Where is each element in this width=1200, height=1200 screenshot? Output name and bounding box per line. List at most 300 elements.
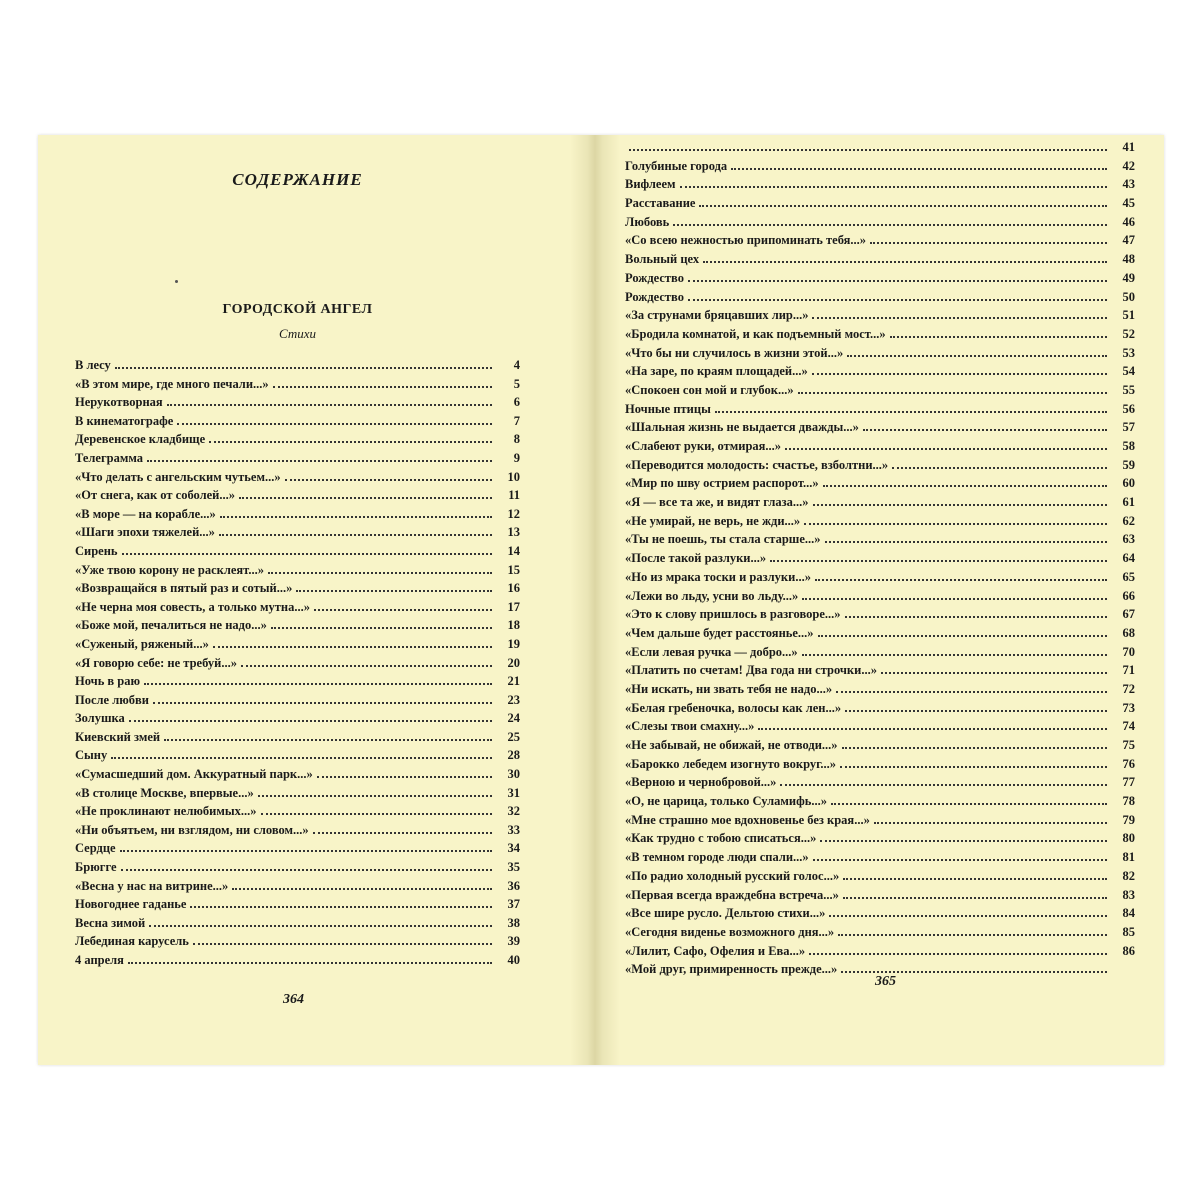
- toc-entry: [625, 869, 1135, 888]
- toc-entry: [75, 637, 520, 656]
- toc-leader-dots: [812, 317, 1107, 319]
- toc-entry-page: 15: [507, 562, 520, 577]
- toc-leader-dots: [115, 367, 492, 369]
- toc-leader-dots: [813, 859, 1107, 861]
- toc-entry-page: 66: [1122, 588, 1135, 603]
- toc-leader-dots: [715, 411, 1107, 413]
- toc-leader-dots: [699, 205, 1107, 207]
- toc-entry: [75, 470, 520, 489]
- toc-entry-title: «Барокко лебедем изогнуто вокруг...»: [625, 756, 837, 771]
- toc-entry-page: 17: [507, 599, 520, 614]
- toc-entry: [625, 813, 1135, 832]
- toc-entry-page: 31: [507, 785, 520, 800]
- toc-entry-page: 40: [507, 953, 520, 967]
- toc-entry-page: 60: [1122, 476, 1135, 491]
- toc-entry-page: 73: [1122, 700, 1135, 715]
- toc-leader-dots: [829, 915, 1107, 917]
- toc-entry-page: 55: [1122, 382, 1135, 397]
- toc-entry-title: «Шаги эпохи тяжелей...»: [75, 525, 215, 540]
- toc-entry-page: 24: [507, 711, 520, 726]
- toc-entry-page: 74: [1122, 719, 1135, 734]
- toc-entry-title: Телеграмма: [75, 450, 144, 465]
- toc-leader-dots: [842, 747, 1107, 749]
- toc-entry-page: 68: [1122, 625, 1135, 640]
- toc-leader-dots: [818, 635, 1107, 637]
- toc-leader-dots: [831, 803, 1107, 805]
- toc-leader-dots: [122, 553, 492, 555]
- toc-entry-title: «Не черна моя совесть, а только мутна...»: [75, 599, 310, 614]
- toc-entry-title: «Я говорю себе: не требуй...»: [75, 655, 237, 670]
- toc-entry: [75, 395, 520, 414]
- toc-entry: [75, 488, 520, 507]
- toc-entry-title: «Шальная жизнь не выдается дважды...»: [625, 420, 859, 435]
- toc-entry: [625, 458, 1135, 477]
- toc-leader-dots: [296, 590, 492, 592]
- toc-entry-page: 71: [1122, 663, 1135, 678]
- toc-entry: [625, 757, 1135, 776]
- toc-leader-dots: [209, 441, 492, 443]
- toc-leader-dots: [758, 728, 1107, 730]
- toc-entry-page: 83: [1122, 887, 1135, 902]
- toc-entry: [75, 507, 520, 526]
- toc-leader-dots: [193, 943, 492, 945]
- toc-leader-dots: [780, 784, 1107, 786]
- toc-entry: [75, 860, 520, 879]
- toc-entry: [75, 451, 520, 470]
- toc-leader-dots: [809, 953, 1107, 955]
- toc-entry: [625, 271, 1135, 290]
- toc-entry-title: «Боже мой, печалиться не надо...»: [75, 618, 267, 633]
- toc-entry-page: 36: [507, 878, 520, 893]
- toc-entry-title: Весна зимой: [75, 915, 146, 930]
- toc-entry-page: 56: [1122, 401, 1135, 416]
- toc-leader-dots: [120, 850, 492, 852]
- toc-entry: [625, 233, 1135, 252]
- toc-leader-dots: [798, 392, 1107, 394]
- toc-leader-dots: [273, 386, 492, 388]
- toc-leader-dots: [688, 299, 1107, 301]
- toc-leader-dots: [268, 572, 492, 574]
- toc-entry: [75, 432, 520, 451]
- toc-entry-page: 33: [507, 822, 520, 837]
- toc-entry: [625, 589, 1135, 608]
- toc-entry: [625, 159, 1135, 178]
- toc-entry-title: «Что бы ни случилось в жизни этой...»: [625, 345, 844, 360]
- toc-entry-page: 47: [1122, 233, 1135, 248]
- toc-leader-dots: [680, 186, 1107, 188]
- toc-entry: [75, 377, 520, 396]
- toc-leader-dots: [241, 665, 492, 667]
- toc-entry-page: 14: [507, 543, 520, 558]
- toc-entry: [625, 925, 1135, 944]
- toc-entry-page: 49: [1122, 270, 1135, 285]
- toc-leader-dots: [840, 766, 1107, 768]
- toc-entry-page: 75: [1122, 738, 1135, 752]
- toc-leader-dots: [845, 616, 1107, 618]
- toc-leader-dots: [820, 840, 1107, 842]
- toc-entry-title: «Если левая ручка — добро...»: [625, 644, 798, 659]
- toc-entry: [625, 495, 1135, 514]
- toc-leader-dots: [892, 467, 1107, 469]
- left-page: [75, 150, 520, 972]
- toc-leader-dots: [232, 888, 492, 890]
- toc-leader-dots: [804, 523, 1107, 525]
- toc-leader-dots: [147, 460, 492, 462]
- toc-entry-page: 54: [1122, 364, 1135, 379]
- toc-entry: [625, 831, 1135, 850]
- toc-entry-title: «Не проклинают нелюбимых...»: [75, 804, 257, 819]
- toc-entry: [75, 414, 520, 433]
- toc-leader-dots: [881, 672, 1107, 674]
- toc-entry-page: 6: [513, 395, 520, 410]
- toc-entry-title: «Слабеют руки, отмирая...»: [625, 439, 782, 453]
- toc-entry: [625, 850, 1135, 869]
- toc-entry-title: Голубиные города: [625, 158, 728, 173]
- toc-leader-dots: [220, 516, 492, 518]
- toc-entry: [625, 626, 1135, 645]
- toc-entry: [75, 841, 520, 860]
- toc-entry-page: 25: [507, 729, 520, 744]
- section-subtitle: Стихи: [278, 326, 316, 341]
- toc-entry: [75, 748, 520, 767]
- toc-entry-page: 52: [1122, 326, 1135, 341]
- toc-leader-dots: [261, 813, 493, 815]
- toc-leader-dots: [770, 560, 1107, 562]
- toc-entry-page: 32: [507, 804, 520, 819]
- toc-entry: [75, 581, 520, 600]
- toc-entry: [625, 252, 1135, 271]
- toc-entry: [625, 532, 1135, 551]
- toc-entry-title: «По радио холодный русский голос...»: [625, 868, 840, 883]
- right-page: [625, 140, 1135, 981]
- toc-entry-page: 46: [1122, 214, 1135, 229]
- toc-entry-title: «Весна у нас на витрине...»: [75, 878, 229, 893]
- toc-entry-page: 30: [507, 767, 520, 782]
- toc-entry-title: «Лилит, Сафо, Офелия и Ева...»: [625, 943, 806, 958]
- toc-leader-dots: [314, 609, 492, 611]
- toc-entry-page: 72: [1122, 681, 1135, 696]
- book-gutter: [570, 135, 620, 1065]
- toc-entry-title: «Мир по шву острием распорот...»: [625, 476, 819, 491]
- toc-entry-page: 62: [1122, 513, 1135, 528]
- toc-leader-dots: [815, 579, 1107, 581]
- toc-entry-page: 77: [1122, 775, 1135, 790]
- toc-entry: [75, 525, 520, 544]
- toc-entry-page: 11: [508, 488, 520, 503]
- toc-entry-page: 19: [507, 636, 520, 651]
- contents-heading: СОДЕРЖАНИЕ: [232, 170, 363, 189]
- toc-leader-dots: [285, 479, 492, 481]
- toc-entry-title: «На заре, по краям площадей...»: [625, 364, 808, 379]
- toc-entry: [625, 570, 1135, 589]
- toc-entry: [75, 804, 520, 823]
- toc-entry-title: Вольный цех: [625, 252, 700, 267]
- toc-entry-page: 84: [1122, 906, 1135, 921]
- toc-entry-title: Рождество: [625, 270, 684, 285]
- toc-entry-title: «Ты не поешь, ты стала старше...»: [625, 532, 821, 547]
- toc-entry-page: 13: [507, 525, 520, 540]
- toc-entry: [625, 906, 1135, 925]
- toc-entry-title: «Слезы твои смахну...»: [625, 719, 755, 734]
- toc-leader-dots: [843, 897, 1107, 899]
- toc-entry-title: «От снега, как от соболей...»: [75, 488, 236, 503]
- toc-leader-dots: [128, 962, 492, 964]
- toc-entry-page: 82: [1122, 868, 1135, 883]
- toc-leader-dots: [731, 168, 1107, 170]
- toc-leader-dots: [890, 336, 1107, 338]
- toc-entry-page: 34: [507, 841, 520, 856]
- toc-entry-title: «В темном городе люди спали...»: [625, 850, 809, 865]
- toc-entry-page: 38: [507, 915, 520, 930]
- toc-entry: [75, 823, 520, 842]
- toc-entry: [625, 402, 1135, 421]
- toc-entry: [625, 719, 1135, 738]
- toc-entry: [75, 711, 520, 730]
- toc-entry-title: «За струнами бряцавших лир...»: [625, 308, 809, 323]
- toc-leader-dots: [673, 224, 1107, 226]
- toc-entry-title: «Не забывай, не обижай, не отводи...»: [625, 738, 838, 752]
- toc-entry: [625, 140, 1135, 159]
- page-number-right: 365: [875, 974, 896, 989]
- toc-entry-page: 23: [507, 692, 520, 707]
- toc-entry-page: 70: [1122, 644, 1135, 659]
- toc-entry-title: Сирень: [75, 543, 118, 558]
- toc-entry-page: 78: [1122, 794, 1135, 809]
- toc-entry-page: 79: [1122, 812, 1135, 827]
- toc-entry-page: 8: [513, 432, 520, 447]
- toc-entry: [75, 916, 520, 935]
- toc-entry-title: После любви: [75, 692, 149, 707]
- toc-entry-title: «О, не царица, только Суламифь...»: [625, 794, 828, 809]
- toc-entry-title: Любовь: [625, 214, 670, 229]
- toc-leader-dots: [874, 822, 1107, 824]
- toc-entry-page: 50: [1122, 289, 1135, 304]
- toc-leader-dots: [129, 720, 492, 722]
- toc-entry-page: 28: [507, 748, 520, 763]
- toc-entry: [625, 290, 1135, 309]
- toc-entry-page: 63: [1122, 532, 1135, 547]
- toc-leader-dots: [836, 691, 1107, 693]
- toc-entry-title: «Что делать с ангельским чутьем...»: [75, 469, 281, 484]
- toc-entry: [75, 730, 520, 749]
- toc-entry: [625, 701, 1135, 720]
- toc-leader-dots: [219, 534, 492, 536]
- toc-entry-page: 41: [1122, 140, 1135, 154]
- toc-entry-title: В кинематографе: [75, 413, 174, 428]
- toc-entry-title: Киевский змей: [75, 729, 161, 744]
- toc-entry: [625, 738, 1135, 757]
- toc-entry-page: 86: [1122, 943, 1135, 958]
- toc-entry-page: 85: [1122, 924, 1135, 939]
- toc-entry-title: Лебединая карусель: [75, 934, 189, 949]
- toc-entry: [625, 364, 1135, 383]
- toc-entry: [75, 767, 520, 786]
- toc-entry-page: 61: [1122, 495, 1135, 510]
- toc-entry-title: «В этом мире, где много печали...»: [75, 376, 269, 391]
- toc-entry-title: «Спокоен сон мой и глубок...»: [625, 382, 794, 397]
- toc-entry: [625, 383, 1135, 402]
- toc-entry-page: 18: [507, 618, 520, 633]
- toc-entry: [75, 600, 520, 619]
- toc-entry: [75, 618, 520, 637]
- toc-entry-title: «Лежи во льду, усни во льду...»: [625, 588, 799, 603]
- toc-entry-title: «Я — все та же, и видят глаза...»: [625, 495, 809, 510]
- toc-leader-dots: [153, 702, 492, 704]
- toc-entry-title: Вифлеем: [625, 177, 676, 192]
- toc-entry-title: 4 апреля: [75, 953, 124, 967]
- toc-leader-dots: [190, 906, 492, 908]
- toc-entry: [75, 563, 520, 582]
- toc-entry-title: «Сумасшедший дом. Аккуратный парк...»: [75, 767, 313, 782]
- toc-entry-page: 76: [1122, 756, 1135, 771]
- toc-leader-dots: [845, 710, 1107, 712]
- toc-leader-dots: [144, 683, 492, 685]
- toc-entry-page: 12: [507, 506, 520, 521]
- toc-entry: [625, 682, 1135, 701]
- toc-entry-page: 57: [1122, 420, 1135, 435]
- toc-entry-title: «Со всею нежностью припоминать тебя...»: [625, 233, 867, 248]
- toc-list-left: [75, 358, 520, 972]
- toc-entry-title: В лесу: [75, 358, 111, 372]
- toc-entry: [75, 897, 520, 916]
- toc-entry-title: «Не умирай, не верь, не жди...»: [625, 513, 801, 528]
- toc-entry: [625, 476, 1135, 495]
- toc-entry-page: 20: [507, 655, 520, 670]
- toc-entry-title: Деревенское кладбище: [75, 432, 206, 447]
- toc-leader-dots: [838, 934, 1107, 936]
- toc-leader-dots: [271, 627, 492, 629]
- toc-entry: [625, 196, 1135, 215]
- toc-entry: [625, 215, 1135, 234]
- toc-entry-title: «Верною и чернобровой...»: [625, 775, 777, 790]
- toc-entry-page: 81: [1122, 850, 1135, 865]
- toc-entry-title: Ночные птицы: [625, 401, 711, 416]
- toc-entry: [625, 514, 1135, 533]
- toc-entry-page: 51: [1122, 308, 1135, 323]
- toc-entry: [75, 953, 520, 972]
- toc-entry: [625, 888, 1135, 907]
- toc-leader-dots: [825, 541, 1107, 543]
- toc-entry-page: 42: [1122, 158, 1135, 173]
- toc-leader-dots: [812, 373, 1107, 375]
- section-title: ГОРОДСКОЙ АНГЕЛ: [222, 302, 373, 317]
- toc-entry-page: 5: [513, 376, 520, 391]
- toc-entry: [625, 420, 1135, 439]
- toc-leader-dots: [258, 795, 492, 797]
- toc-leader-dots: [843, 878, 1107, 880]
- toc-entry: [625, 177, 1135, 196]
- toc-entry-title: «Но из мрака тоски и разлуки...»: [625, 569, 811, 584]
- toc-entry-page: 37: [507, 897, 520, 912]
- toc-entry-page: 48: [1122, 252, 1135, 267]
- toc-entry-title: «Первая всегда враждебна встреча...»: [625, 887, 839, 902]
- toc-leader-dots: [823, 485, 1107, 487]
- toc-leader-dots: [149, 925, 492, 927]
- toc-entry-title: «Возвращайся в пятый раз и сотый...»: [75, 581, 293, 596]
- toc-entry-page: 67: [1122, 607, 1135, 622]
- toc-entry-title: «Как трудно с тобою списаться...»: [625, 831, 817, 846]
- toc-entry-page: 4: [513, 358, 520, 372]
- toc-entry: [625, 794, 1135, 813]
- toc-leader-dots: [802, 598, 1107, 600]
- toc-entry: [75, 879, 520, 898]
- toc-leader-dots: [213, 646, 492, 648]
- toc-entry-title: «Белая гребеночка, волосы как лен...»: [625, 700, 842, 715]
- toc-entry: [625, 327, 1135, 346]
- toc-entry-page: 10: [507, 469, 520, 484]
- toc-entry-title: «Ни объятьем, ни взглядом, ни словом...»: [75, 822, 309, 837]
- toc-entry-title: «Это к слову пришлось в разговоре...»: [625, 607, 841, 622]
- toc-entry: [75, 786, 520, 805]
- toc-entry-title: «Все шире русло. Дельтою стихи...»: [625, 906, 826, 921]
- toc-entry-title: «Платить по счетам! Два года ни строчки...»: [625, 663, 877, 678]
- toc-entry-title: Золушка: [75, 711, 125, 726]
- toc-entry-title: «Суженый, ряженый...»: [75, 636, 209, 651]
- toc-entry: [75, 934, 520, 953]
- toc-leader-dots: [688, 280, 1107, 282]
- toc-leader-dots: [239, 497, 492, 499]
- toc-entry-page: 35: [507, 860, 520, 875]
- toc-entry-page: 64: [1122, 551, 1135, 566]
- toc-entry: [625, 308, 1135, 327]
- toc-entry-title: Ночь в раю: [75, 674, 141, 689]
- print-speck: [175, 280, 178, 283]
- toc-entry-title: «Чем дальше будет расстоянье...»: [625, 625, 814, 640]
- toc-list-right: [625, 140, 1135, 981]
- toc-entry-title: «После такой разлуки...»: [625, 551, 767, 566]
- toc-leader-dots: [847, 355, 1107, 357]
- toc-entry-page: 65: [1122, 569, 1135, 584]
- toc-leader-dots: [813, 504, 1107, 506]
- toc-entry: [625, 645, 1135, 664]
- toc-entry-title: «Бродила комнатой, и как подъемный мост...»: [625, 326, 886, 341]
- toc-entry-title: «Мой друг, примиренность прежде...»: [625, 962, 838, 977]
- toc-leader-dots: [802, 654, 1107, 656]
- toc-entry: [75, 656, 520, 675]
- toc-entry-page: 21: [507, 674, 520, 689]
- toc-entry-title: «Ни искать, ни звать тебя не надо...»: [625, 681, 833, 696]
- toc-entry-page: 43: [1122, 177, 1135, 192]
- toc-entry-page: 53: [1122, 345, 1135, 360]
- toc-leader-dots: [164, 739, 492, 741]
- toc-entry-page: 58: [1122, 439, 1135, 453]
- toc-entry-title: «Сегодня виденье возможного дня...»: [625, 924, 835, 939]
- toc-entry-title: Рождество: [625, 289, 684, 304]
- toc-leader-dots: [121, 869, 492, 871]
- toc-entry-title: Расставание: [625, 196, 696, 211]
- toc-entry-title: «В море — на корабле...»: [75, 506, 216, 521]
- toc-leader-dots: [785, 448, 1107, 450]
- toc-leader-dots: [629, 149, 1107, 151]
- toc-entry-title: Сердце: [75, 841, 116, 856]
- toc-entry-page: 45: [1122, 196, 1135, 211]
- toc-leader-dots: [703, 261, 1107, 263]
- toc-leader-dots: [313, 832, 492, 834]
- toc-entry: [625, 551, 1135, 570]
- toc-entry-page: 16: [507, 581, 520, 596]
- toc-entry-title: «Уже твою корону не расклеят...»: [75, 562, 264, 577]
- toc-entry: [75, 693, 520, 712]
- toc-entry-title: Сыну: [75, 748, 108, 763]
- toc-entry-page: 9: [513, 450, 520, 465]
- toc-leader-dots: [863, 429, 1107, 431]
- toc-entry-title: «Переводится молодость: счастье, взболтни...»: [625, 457, 889, 472]
- toc-entry-title: Брюгге: [75, 860, 117, 875]
- toc-leader-dots: [111, 757, 492, 759]
- toc-entry-page: 80: [1122, 831, 1135, 846]
- toc-entry-page: 39: [507, 934, 520, 949]
- toc-entry: [625, 944, 1135, 963]
